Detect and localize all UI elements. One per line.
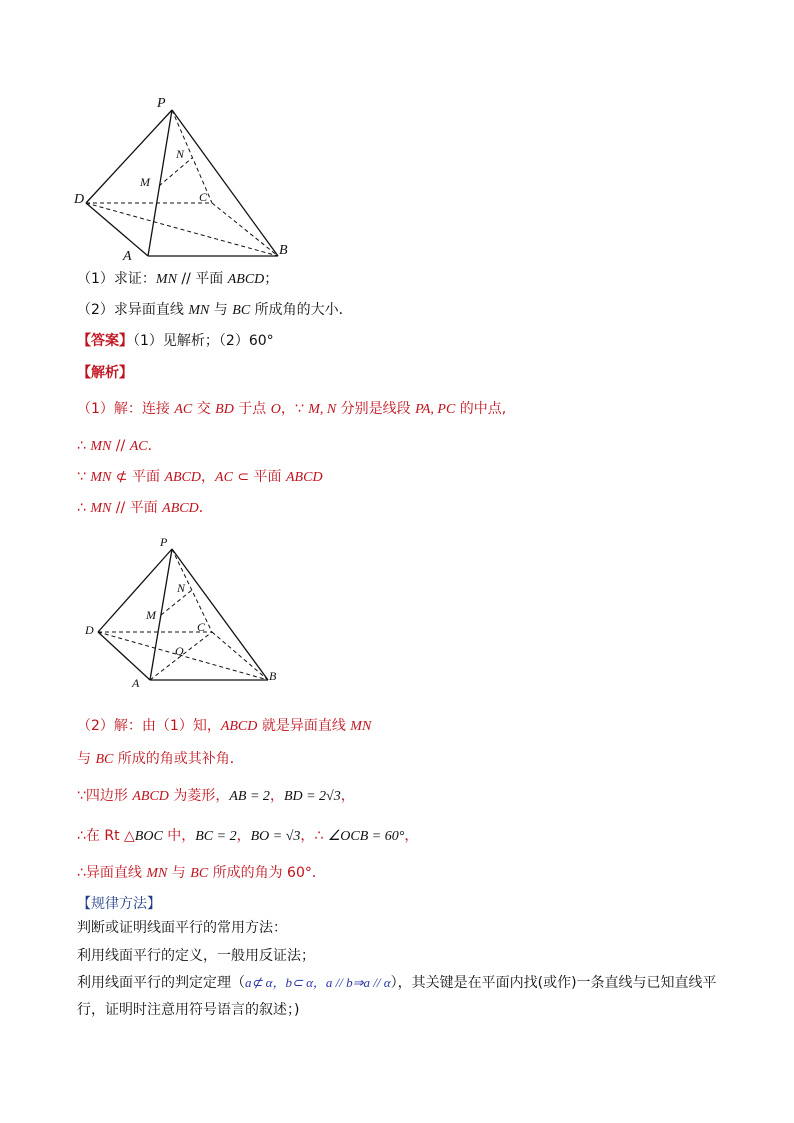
label-D: D xyxy=(74,192,85,207)
method-line-3: 利用线面平行的判定定理（a⊄ α，b⊂ α，a // b⇒a // α），其关键是在平面内找(或作)一条直线与已知直线平 xyxy=(77,975,717,991)
label-P: P xyxy=(160,535,168,549)
label-C: C xyxy=(199,190,208,204)
question-1: （1）求证：MN // 平面 ABCD； xyxy=(77,271,279,287)
edge-DB xyxy=(86,203,278,256)
method-tag: 【规律方法】 xyxy=(77,896,161,912)
analysis-tag: 【解析】 xyxy=(77,365,133,381)
label-O: O xyxy=(175,644,184,658)
solution-1-line-1: （1）解：连接 AC 交 BD 于点 O，∵ M, N 分别是线段 PA, PC 的中点, xyxy=(77,401,507,417)
label-A: A xyxy=(123,249,132,264)
label-D: D xyxy=(85,623,94,637)
answer-tag: 【答案】 xyxy=(77,333,133,349)
method-line-1: 判断或证明线面平行的常用方法： xyxy=(77,920,287,936)
solution-2-line-5: ∴异面直线 MN 与 BC 所成的角为 60°． xyxy=(77,865,326,881)
edge-PD xyxy=(98,549,172,632)
label-P: P xyxy=(157,96,166,111)
question-2: （2）求异面直线 MN 与 BC 所成角的大小． xyxy=(77,302,353,318)
solution-2-line-1: （2）解：由（1）知，ABCD 就是异面直线 MN xyxy=(77,718,372,734)
pyramid-figure-2 xyxy=(80,532,290,690)
solution-2-line-2: 与 BC 所成的角或其补角． xyxy=(77,751,244,767)
method-line-4: 行，证明时注意用符号语言的叙述；) xyxy=(77,1002,300,1018)
pyramid-figure-1 xyxy=(70,92,300,264)
edge-CB xyxy=(212,632,268,680)
label-N: N xyxy=(177,581,186,595)
edge-PB xyxy=(172,549,268,680)
edge-PB xyxy=(172,110,278,256)
label-M: M xyxy=(146,608,156,622)
solution-1-line-2: ∴ MN // AC． xyxy=(77,438,162,454)
label-A: A xyxy=(132,676,140,690)
solution-2-line-4: ∴在 Rt △BOC 中，BC = 2，BO = √3，∴ ∠OCB = 60°， xyxy=(77,828,419,844)
label-B: B xyxy=(269,669,277,683)
answer-line: 【答案】（1）见解析；（2）60° xyxy=(77,333,274,349)
label-N: N xyxy=(176,147,185,161)
solution-2-line-3: ∵四边形 ABCD 为菱形，AB = 2，BD = 2√3， xyxy=(77,788,355,804)
edge-DA xyxy=(98,632,150,680)
solution-1-line-3: ∵ MN ⊄ 平面 ABCD，AC ⊂ 平面 ABCD xyxy=(77,469,323,485)
label-C: C xyxy=(197,620,206,634)
method-line-2: 利用线面平行的定义，一般用反证法； xyxy=(77,948,315,964)
label-B: B xyxy=(279,243,288,258)
solution-1-line-4: ∴ MN // 平面 ABCD． xyxy=(77,500,213,516)
edge-DA xyxy=(86,203,148,256)
label-M: M xyxy=(140,175,150,189)
